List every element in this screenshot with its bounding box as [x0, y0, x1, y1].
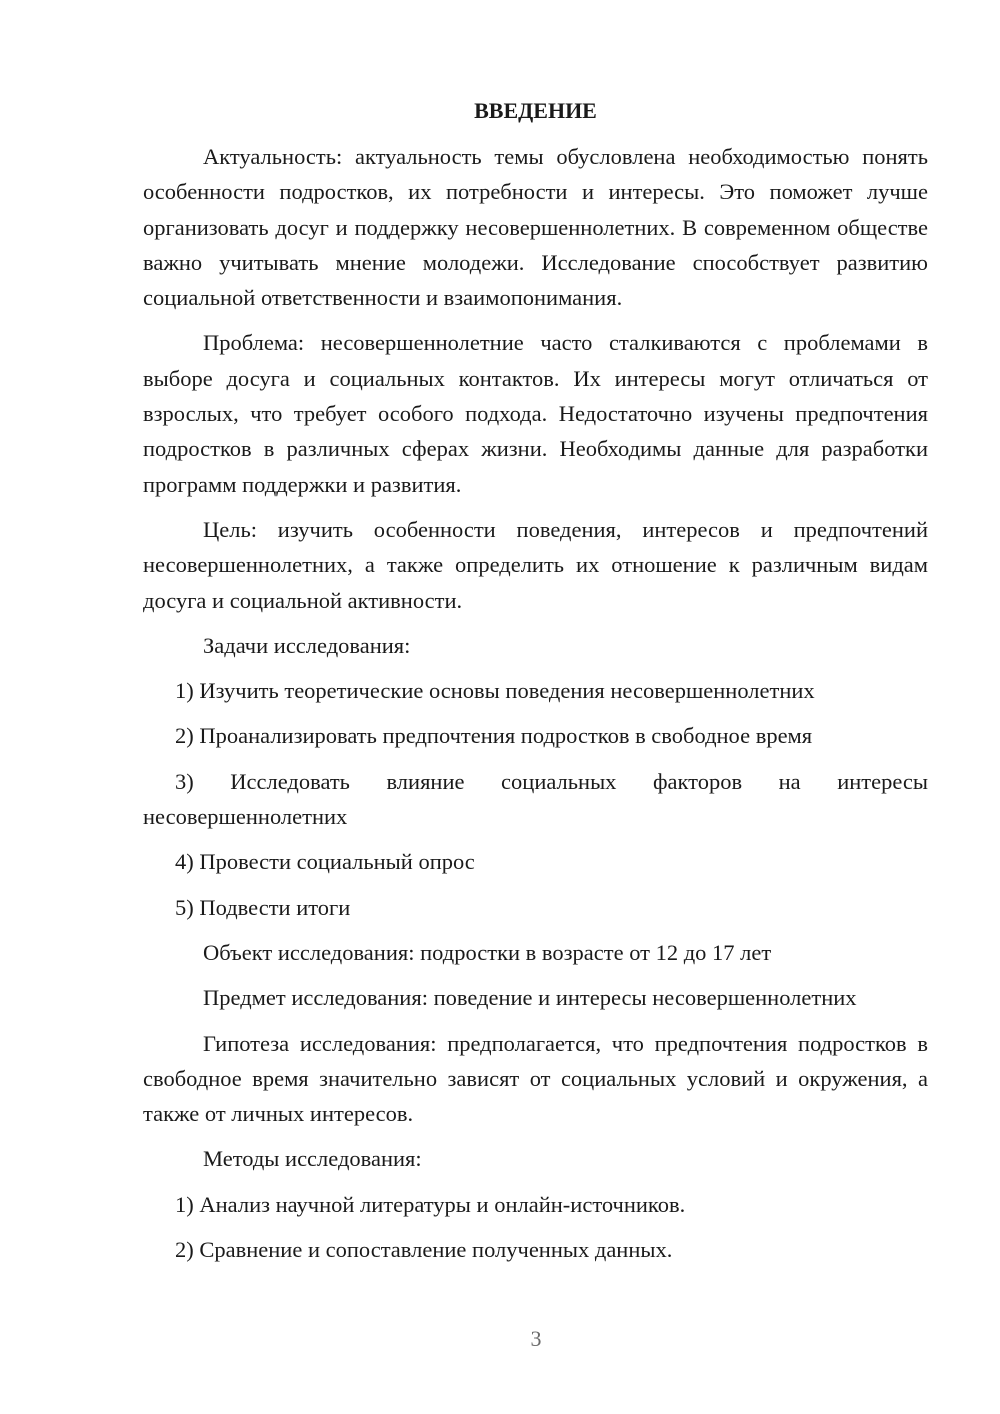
method-item: 1) Анализ научной литературы и онлайн-источников.	[175, 1191, 686, 1217]
object-paragraph: Объект исследования: подростки в возрасте от 12 до 17 лет	[203, 939, 772, 965]
actuality-paragraph: Актуальность: актуальность темы обусловлена необходимостью понять особенности подростков, их потребности и интересы. Это поможет лучше организовать досуг и поддержку несовершеннолетних. В современном обществе важно учитывать мнение молодежи. Исследование способствует развитию социальной ответственности и взаимопонимания.	[143, 144, 928, 311]
method-item: 2) Сравнение и сопоставление полученных данных.	[175, 1237, 673, 1263]
task-item: 5) Подвести итоги	[175, 894, 351, 920]
hypothesis-paragraph: Гипотеза исследования: предполагается, что предпочтения подростков в свободное время значительно зависят от социальных условий и окружения, а также от личных интересов.	[143, 1030, 928, 1127]
task-item: 4) Провести социальный опрос	[175, 849, 475, 875]
document-page	[143, 93, 928, 1277]
task-item: 3) Исследовать влияние социальных факторов на интересы несовершеннолетних	[143, 768, 928, 830]
methods-heading: Методы исследования:	[203, 1146, 422, 1172]
goal-paragraph: Цель: изучить особенности поведения, интересов и предпочтений несовершеннолетних, а также определить их отношение к различным видам досуга и социальной активности.	[143, 516, 928, 613]
section-title: ВВЕДЕНИЕ	[474, 98, 597, 123]
subject-paragraph: Предмет исследования: поведение и интересы несовершеннолетних	[203, 985, 857, 1011]
task-item: 1) Изучить теоретические основы поведения несовершеннолетних	[175, 678, 815, 704]
task-item: 2) Проанализировать предпочтения подростков в свободное время	[175, 723, 813, 749]
problem-paragraph: Проблема: несовершеннолетние часто сталкиваются с проблемами в выборе досуга и социальных контактов. Их интересы могут отличаться от взрослых, что требует особого подхода. Недостаточно изучены предпочтения подростков в различных сферах жизни. Необходимы данные для разработки программ поддержки и развития.	[143, 330, 928, 497]
tasks-heading: Задачи исследования:	[203, 632, 411, 658]
page-number: 3	[530, 1326, 542, 1351]
